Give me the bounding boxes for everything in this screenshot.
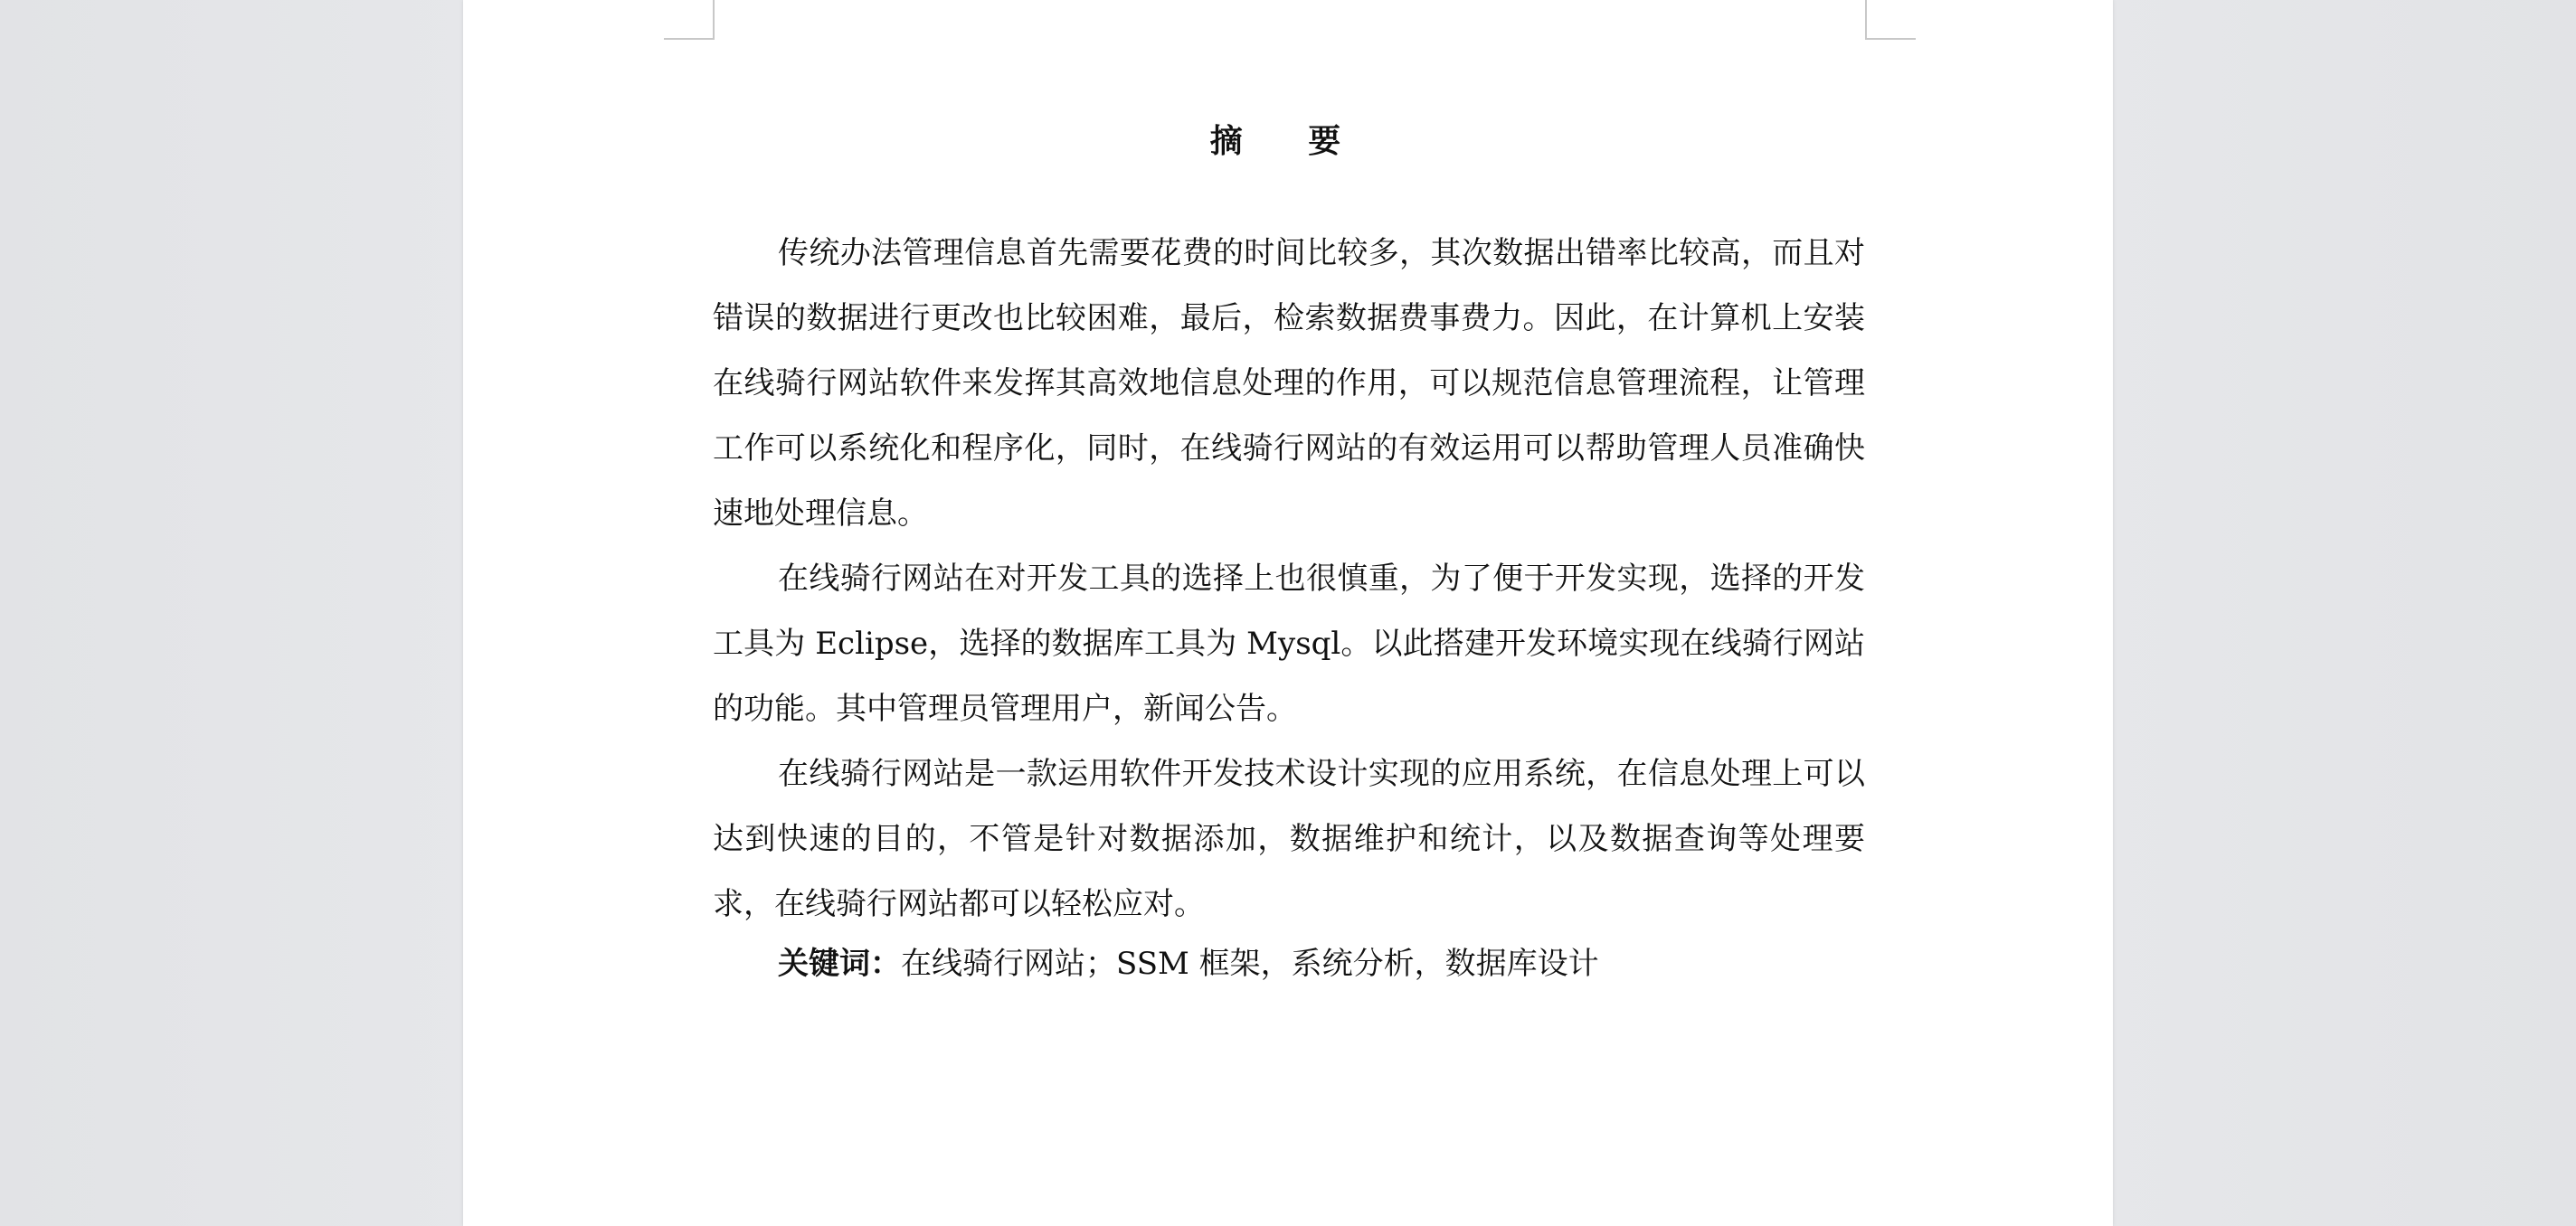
abstract-title: 摘 要 <box>1209 122 1368 160</box>
document-page[interactable] <box>463 0 2113 1226</box>
crop-mark-left <box>664 0 715 40</box>
abstract-paragraph-2: 在线骑行网站在对开发工具的选择上也很慎重，为了便于开发实现，选择的开发工具为 Eclipse，选择的数据库工具为 Mysql。以此搭建开发环境实现在线骑行网站的功能。其中管理员管理用户，新闻公告。 <box>713 561 1865 727</box>
abstract-paragraph-1: 传统办法管理信息首先需要花费的时间比较多，其次数据出错率比较高，而且对错误的数据进行更改也比较困难，最后，检索数据费事费力。因此，在计算机上安装在线骑行网站软件来发挥其高效地信息处理的作用，可以规范信息管理流程，让管理工作可以系统化和程序化，同时，在线骑行网站的有效运用可以帮助管理人员准确快速地处理信息。 <box>713 235 1865 532</box>
crop-mark-right <box>1865 0 1916 40</box>
abstract-paragraph-3: 在线骑行网站是一款运用软件开发技术设计实现的应用系统，在信息处理上可以达到快速的目的，不管是针对数据添加，数据维护和统计，以及数据查询等处理要求，在线骑行网站都可以轻松应对。 <box>713 756 1865 922</box>
keywords-text: 在线骑行网站；SSM 框架，系统分析，数据库设计 <box>901 946 1599 982</box>
keywords-label: 关键词： <box>778 946 901 982</box>
abstract-body <box>713 221 1865 937</box>
keywords-line <box>713 931 1865 996</box>
